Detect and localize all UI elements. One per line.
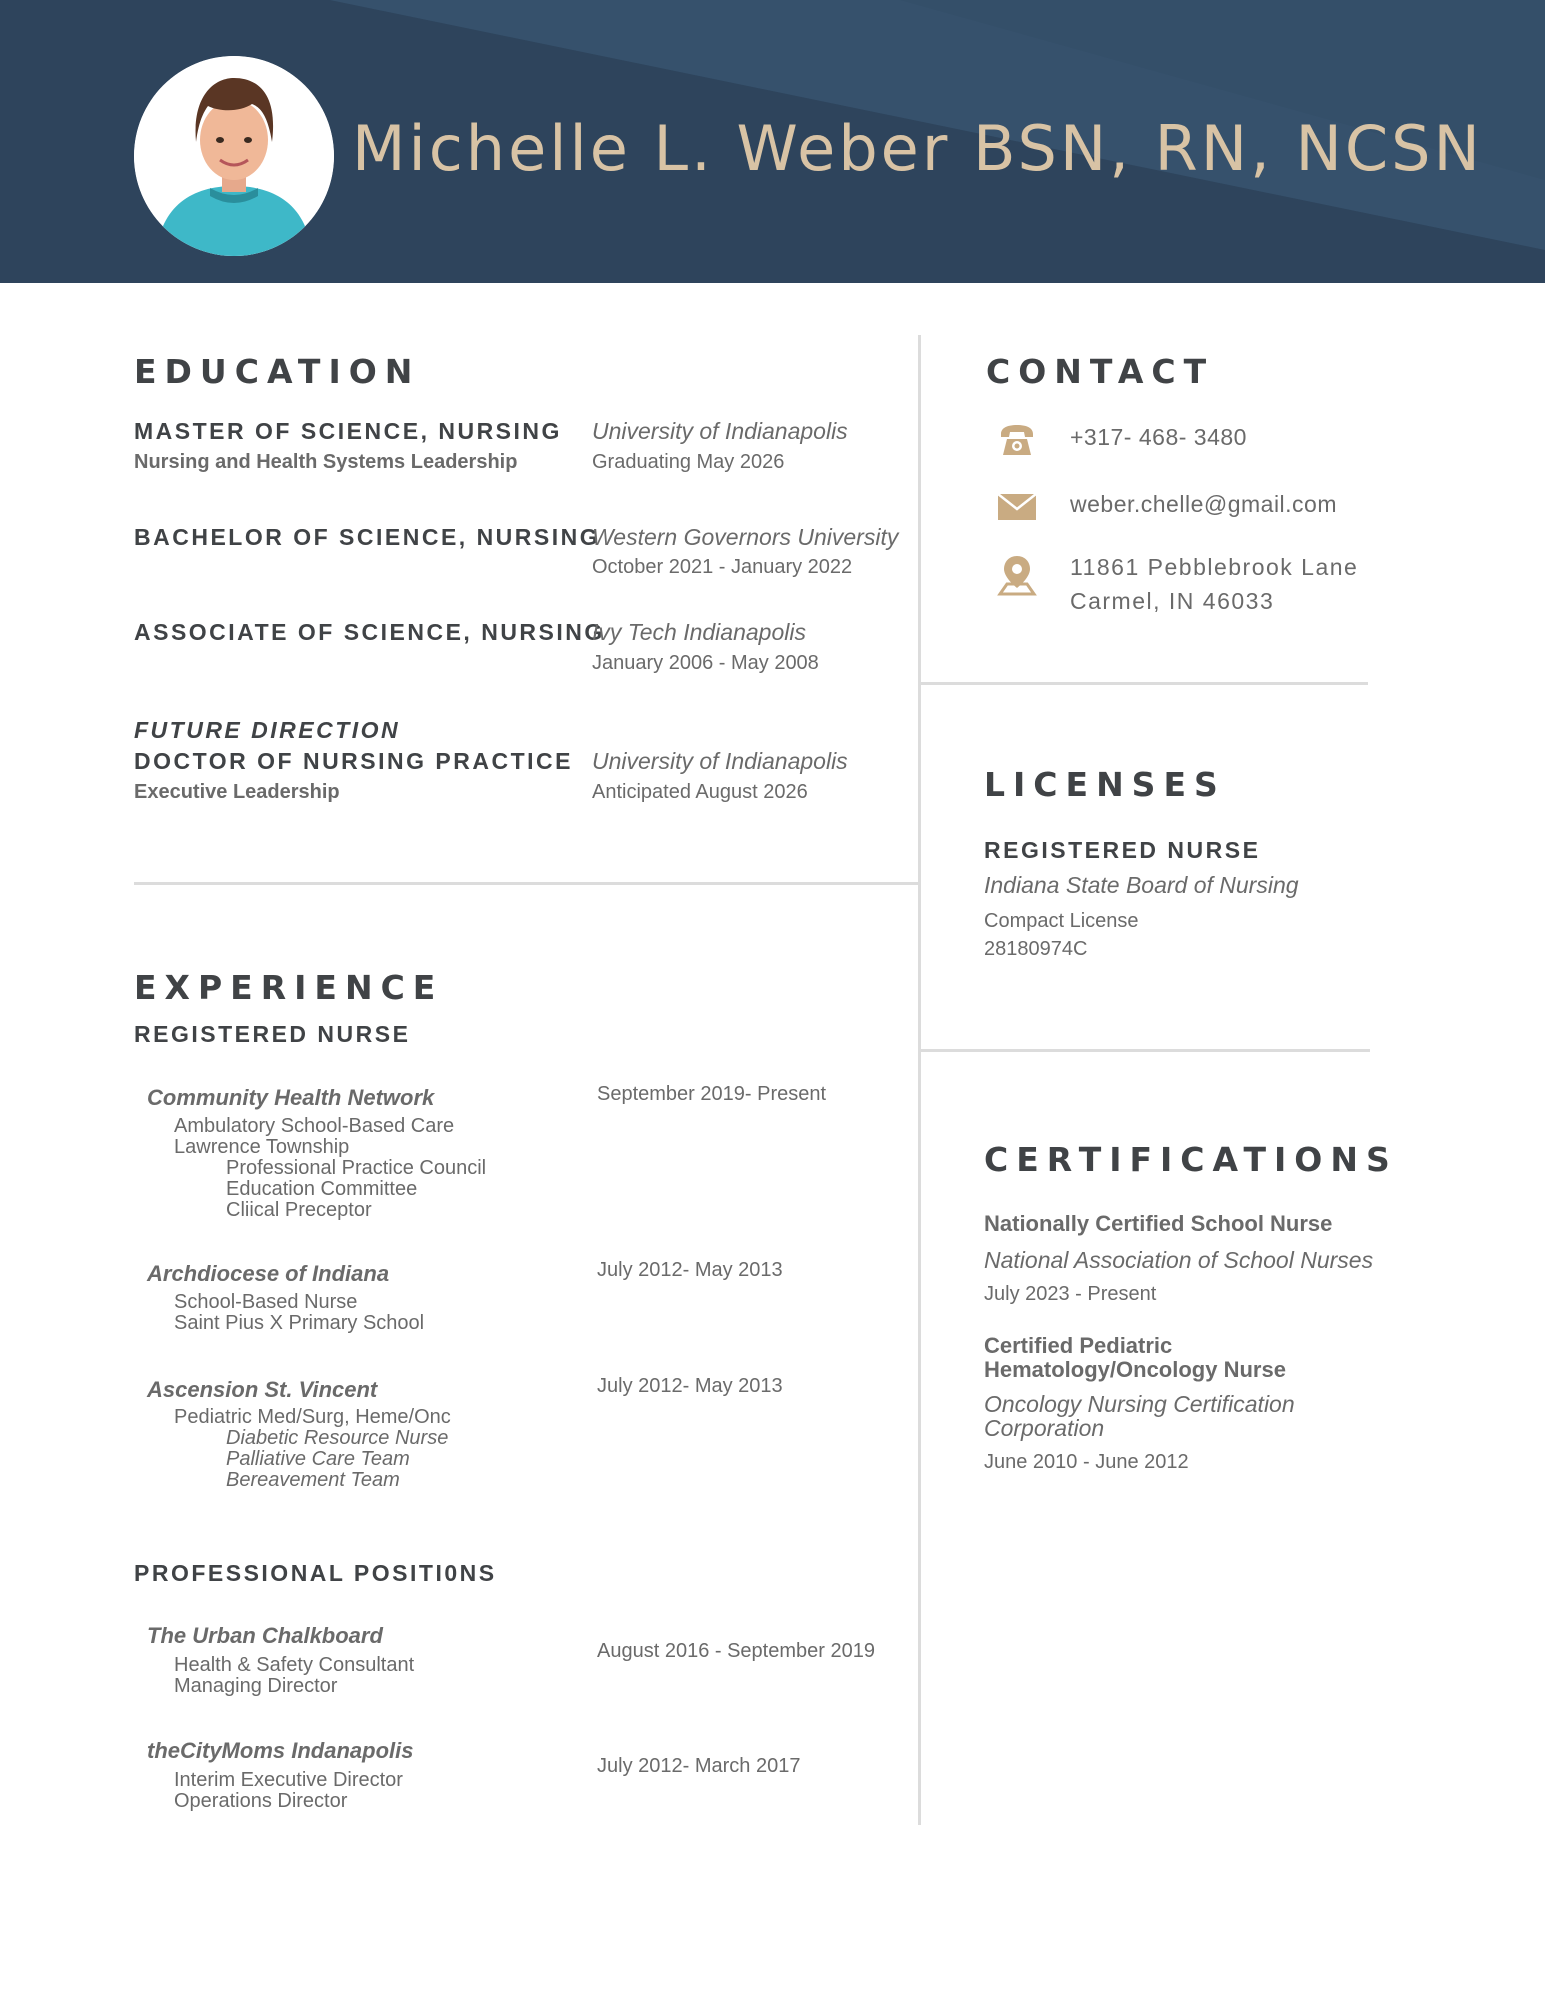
job-dates-community-health: September 2019- Present: [597, 1083, 827, 1105]
job-sub-line: Bereavement Team: [226, 1469, 400, 1491]
certifications-heading: CERTIFICATIONS: [984, 1140, 1398, 1179]
education-school-masters: University of Indianapolis: [592, 418, 848, 444]
education-focus-masters: Nursing and Health Systems Leadership: [134, 451, 518, 473]
header-banner: [0, 0, 1545, 283]
position-dates-citymoms: July 2012- March 2017: [597, 1755, 801, 1777]
job-sub-line: Diabetic Resource Nurse: [226, 1427, 449, 1449]
education-dates-associate: January 2006 - May 2008: [592, 652, 819, 674]
certification-dates: July 2023 - Present: [984, 1283, 1157, 1305]
job-line: Ambulatory School-Based Care: [174, 1115, 455, 1137]
education-degree-masters: MASTER OF SCIENCE, NURSING: [134, 418, 562, 444]
job-line: Saint Pius X Primary School: [174, 1312, 425, 1334]
education-school-doctorate: University of Indianapolis: [592, 748, 848, 774]
certification-org: Corporation: [984, 1415, 1105, 1441]
experience-heading: EXPERIENCE: [134, 968, 444, 1007]
job-line: School-Based Nurse: [174, 1291, 358, 1313]
position-org-citymoms: theCityMoms Indanapolis: [147, 1738, 414, 1763]
job-org-archdiocese: Archdiocese of Indiana: [147, 1261, 390, 1286]
position-org-urban-chalkboard: The Urban Chalkboard: [147, 1623, 383, 1648]
licenses-divider: [921, 1049, 1370, 1052]
certification-name: Hematology/Oncology Nurse: [984, 1357, 1286, 1382]
certification-dates: June 2010 - June 2012: [984, 1451, 1189, 1473]
job-dates-ascension: July 2012- May 2013: [597, 1375, 783, 1397]
license-type: Compact License: [984, 910, 1139, 932]
license-board: Indiana State Board of Nursing: [984, 872, 1299, 898]
position-line: Health & Safety Consultant: [174, 1654, 415, 1676]
job-org-community-health: Community Health Network: [147, 1085, 435, 1110]
contact-address-line2: Carmel, IN 46033: [1070, 588, 1275, 614]
contact-phone[interactable]: +317- 468- 3480: [1070, 424, 1247, 450]
phone-icon: [997, 422, 1037, 458]
experience-subtitle: REGISTERED NURSE: [134, 1021, 411, 1047]
certification-org: National Association of School Nurses: [984, 1247, 1374, 1273]
position-line: Managing Director: [174, 1675, 338, 1697]
location-pin-icon: [997, 554, 1037, 596]
license-name: REGISTERED NURSE: [984, 837, 1261, 863]
education-focus-doctorate: Executive Leadership: [134, 781, 340, 803]
contact-email[interactable]: weber.chelle@gmail.com: [1070, 491, 1338, 517]
education-degree-bachelors: BACHELOR OF SCIENCE, NURSING: [134, 524, 601, 550]
education-degree-doctorate: DOCTOR OF NURSING PRACTICE: [134, 748, 573, 774]
education-divider: [134, 882, 918, 885]
education-school-bachelors: Western Governors University: [592, 524, 899, 550]
column-divider: [918, 335, 921, 1825]
profile-photo: [134, 56, 334, 256]
license-number: 28180974C: [984, 938, 1088, 960]
job-line: Pediatric Med/Surg, Heme/Onc: [174, 1406, 451, 1428]
avatar-illustration: [134, 56, 334, 256]
contact-address-line1: 11861 Pebblebrook Lane: [1070, 554, 1359, 580]
certification-name: Certified Pediatric: [984, 1333, 1173, 1358]
education-dates-bachelors: October 2021 - January 2022: [592, 556, 853, 578]
education-future-label: FUTURE DIRECTION: [134, 717, 401, 743]
education-degree-associate: ASSOCIATE OF SCIENCE, NURSING: [134, 619, 605, 645]
job-sub-line: Education Committee: [226, 1178, 418, 1200]
job-sub-line: Palliative Care Team: [226, 1448, 410, 1470]
position-dates-urban-chalkboard: August 2016 - September 2019: [597, 1640, 875, 1662]
job-dates-archdiocese: July 2012- May 2013: [597, 1259, 783, 1281]
contact-heading: CONTACT: [986, 352, 1215, 391]
education-school-associate: Ivy Tech Indianapolis: [592, 619, 806, 645]
candidate-name: Michelle L. Weber BSN, RN, NCSN: [352, 112, 1483, 185]
job-org-ascension: Ascension St. Vincent: [147, 1377, 378, 1402]
licenses-heading: LICENSES: [984, 765, 1226, 804]
education-dates-doctorate: Anticipated August 2026: [592, 781, 808, 803]
certification-name: Nationally Certified School Nurse: [984, 1211, 1333, 1236]
job-line: Lawrence Township: [174, 1136, 350, 1158]
contact-divider: [921, 682, 1368, 685]
job-sub-line: Cliical Preceptor: [226, 1199, 372, 1221]
job-sub-line: Professional Practice Council: [226, 1157, 487, 1179]
certification-org: Oncology Nursing Certification: [984, 1391, 1295, 1417]
professional-positions-heading: PROFESSIONAL POSITI0NS: [134, 1560, 497, 1586]
education-dates-masters: Graduating May 2026: [592, 451, 785, 473]
education-heading: EDUCATION: [134, 352, 421, 391]
position-line: Interim Executive Director: [174, 1769, 403, 1791]
mail-icon: [997, 493, 1037, 521]
position-line: Operations Director: [174, 1790, 348, 1812]
